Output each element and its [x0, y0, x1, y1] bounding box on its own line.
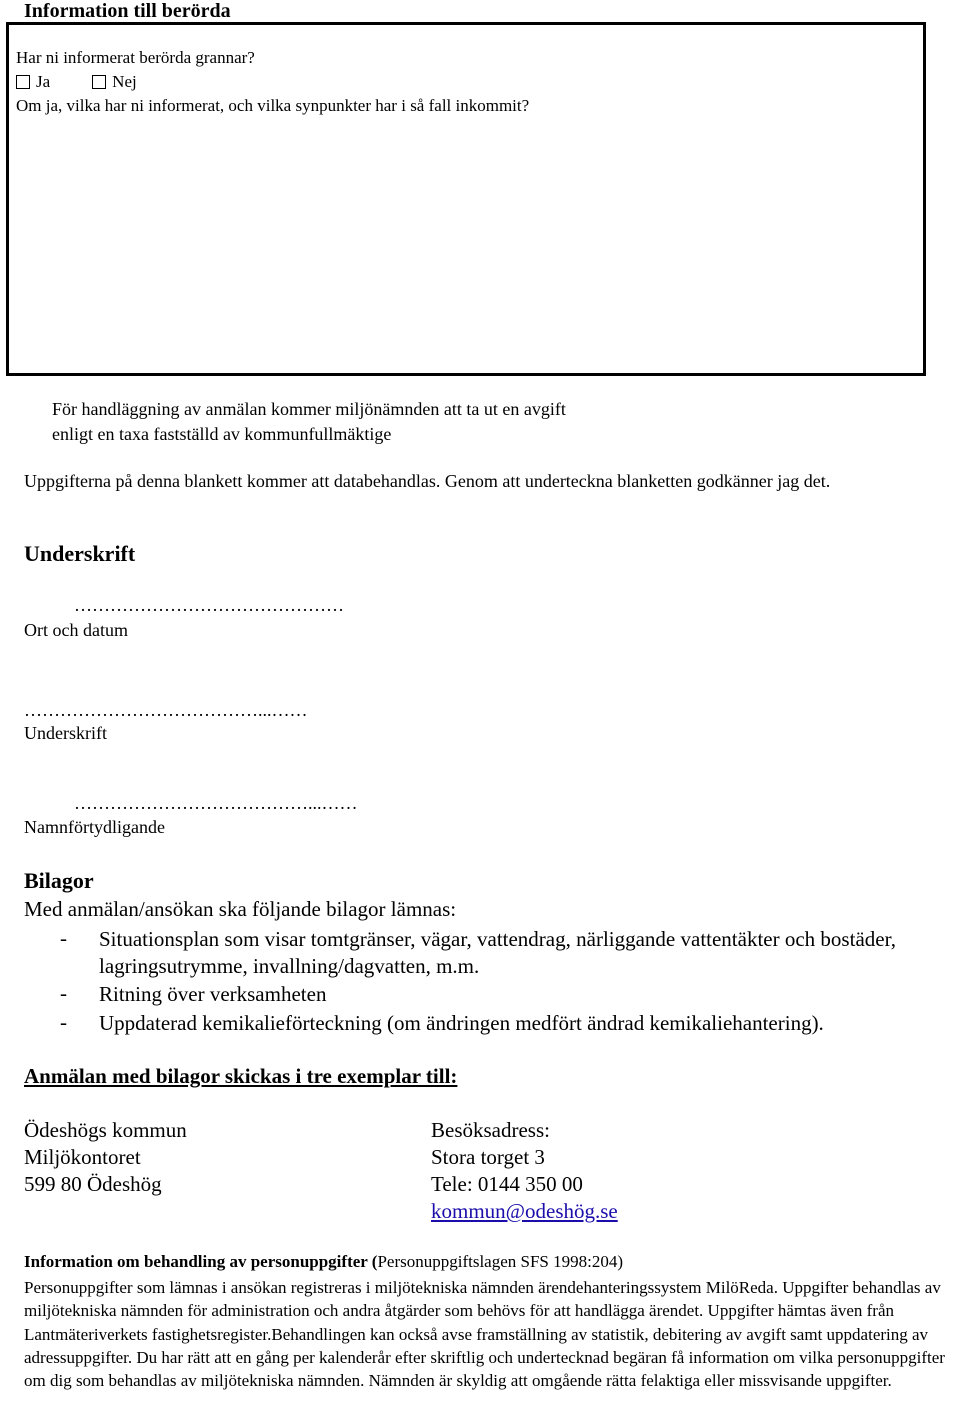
section-title: Information till berörda: [24, 0, 231, 22]
email-link[interactable]: kommun@odeshög.se: [431, 1199, 618, 1223]
name-clarification-line[interactable]: …………………………………...……: [74, 793, 358, 813]
list-item: Uppdaterad kemikalieförteckning (om ändringen medfört ändrad kemikaliehantering).: [99, 1011, 824, 1035]
personal-data-body: Personuppgifter som lämnas i ansökan registreras i miljötekniska nämnden ärendehanteringssystem MilöReda. Uppgifter behandlas av miljötekniska nämnden för administration och andra åtgärder som behövs för att handlägga ärendet. Uppgifter hämtas även från Lantmäteriverkets fastighetsregister.Behandlingen kan också avse framställning av statistik, debitering av avgift samt uppdatering av adressuppgifter. Du har rätt att en gång per kalenderår efter skriftlig och undertecknad begäran få information om vilka personuppgifter om dig som behandlas av miljötekniska nämnden. Nämnden är skyldig att omgående rätta felaktiga eller missvisande uppgifter.: [24, 1278, 945, 1391]
office-name: Miljökontoret: [24, 1145, 141, 1169]
send-to-heading: Anmälan med bilagor skickas i tre exemplar till:: [24, 1064, 458, 1088]
name-clarification-label: Namnförtydligande: [24, 817, 165, 837]
fee-text-line1: För handläggning av anmälan kommer miljönämnden att ta ut en avgift: [52, 399, 566, 419]
list-item: Ritning över verksamheten: [99, 982, 327, 1006]
option-yes[interactable]: [16, 72, 50, 92]
personal-data-heading-law: Personuppgiftslagen SFS 1998:204): [377, 1252, 623, 1271]
personal-data-heading: [24, 1252, 623, 1272]
neighbors-info-box[interactable]: [6, 22, 926, 376]
list-dash: -: [60, 1010, 67, 1034]
option-no-label: Nej: [112, 72, 137, 91]
list-item: Situationsplan som visar tomtgränser, vägar, vattendrag, närliggande vattentäkter och bostäder, lagringsutrymme, invallning/dagvatten, m.m.: [99, 927, 896, 978]
neighbors-question: Har ni informerat berörda grannar?: [16, 48, 255, 67]
data-processing-consent: Uppgifterna på denna blankett kommer att databehandlas. Genom att underteckna blanketten godkänner jag det.: [24, 471, 831, 491]
signature-label: Underskrift: [24, 723, 107, 743]
option-yes-label: Ja: [36, 72, 51, 91]
personal-data-heading-bold: Information om behandling av personuppgifter (: [24, 1252, 378, 1271]
street-address: Stora torget 3: [431, 1145, 545, 1169]
visiting-address: [431, 1117, 618, 1225]
postal-address: [24, 1117, 187, 1198]
phone-number: Tele: 0144 350 00: [431, 1172, 583, 1196]
visiting-address-label: Besöksadress:: [431, 1118, 550, 1142]
postal-code-city: 599 80 Ödeshög: [24, 1172, 162, 1196]
checkbox-no[interactable]: [92, 75, 106, 89]
fee-text-line2: enligt en taxa fastställd av kommunfullmäktige: [52, 424, 392, 444]
option-no[interactable]: [92, 72, 137, 92]
list-dash: -: [60, 981, 67, 1005]
place-date-label: Ort och datum: [24, 620, 128, 640]
signature-line[interactable]: …………………………………...……: [24, 700, 308, 720]
municipality-name: Ödeshögs kommun: [24, 1118, 187, 1142]
attachments-intro: Med anmälan/ansökan ska följande bilagor lämnas:: [24, 897, 457, 921]
place-date-line[interactable]: ………………………………………: [74, 595, 344, 615]
checkbox-yes[interactable]: [16, 75, 30, 89]
yes-no-options: [16, 72, 137, 92]
list-dash: -: [60, 926, 67, 950]
followup-question: Om ja, vilka har ni informerat, och vilka synpunkter har i så fall inkommit?: [16, 96, 530, 115]
signature-heading: Underskrift: [24, 541, 136, 566]
attachments-heading: Bilagor: [24, 868, 94, 893]
